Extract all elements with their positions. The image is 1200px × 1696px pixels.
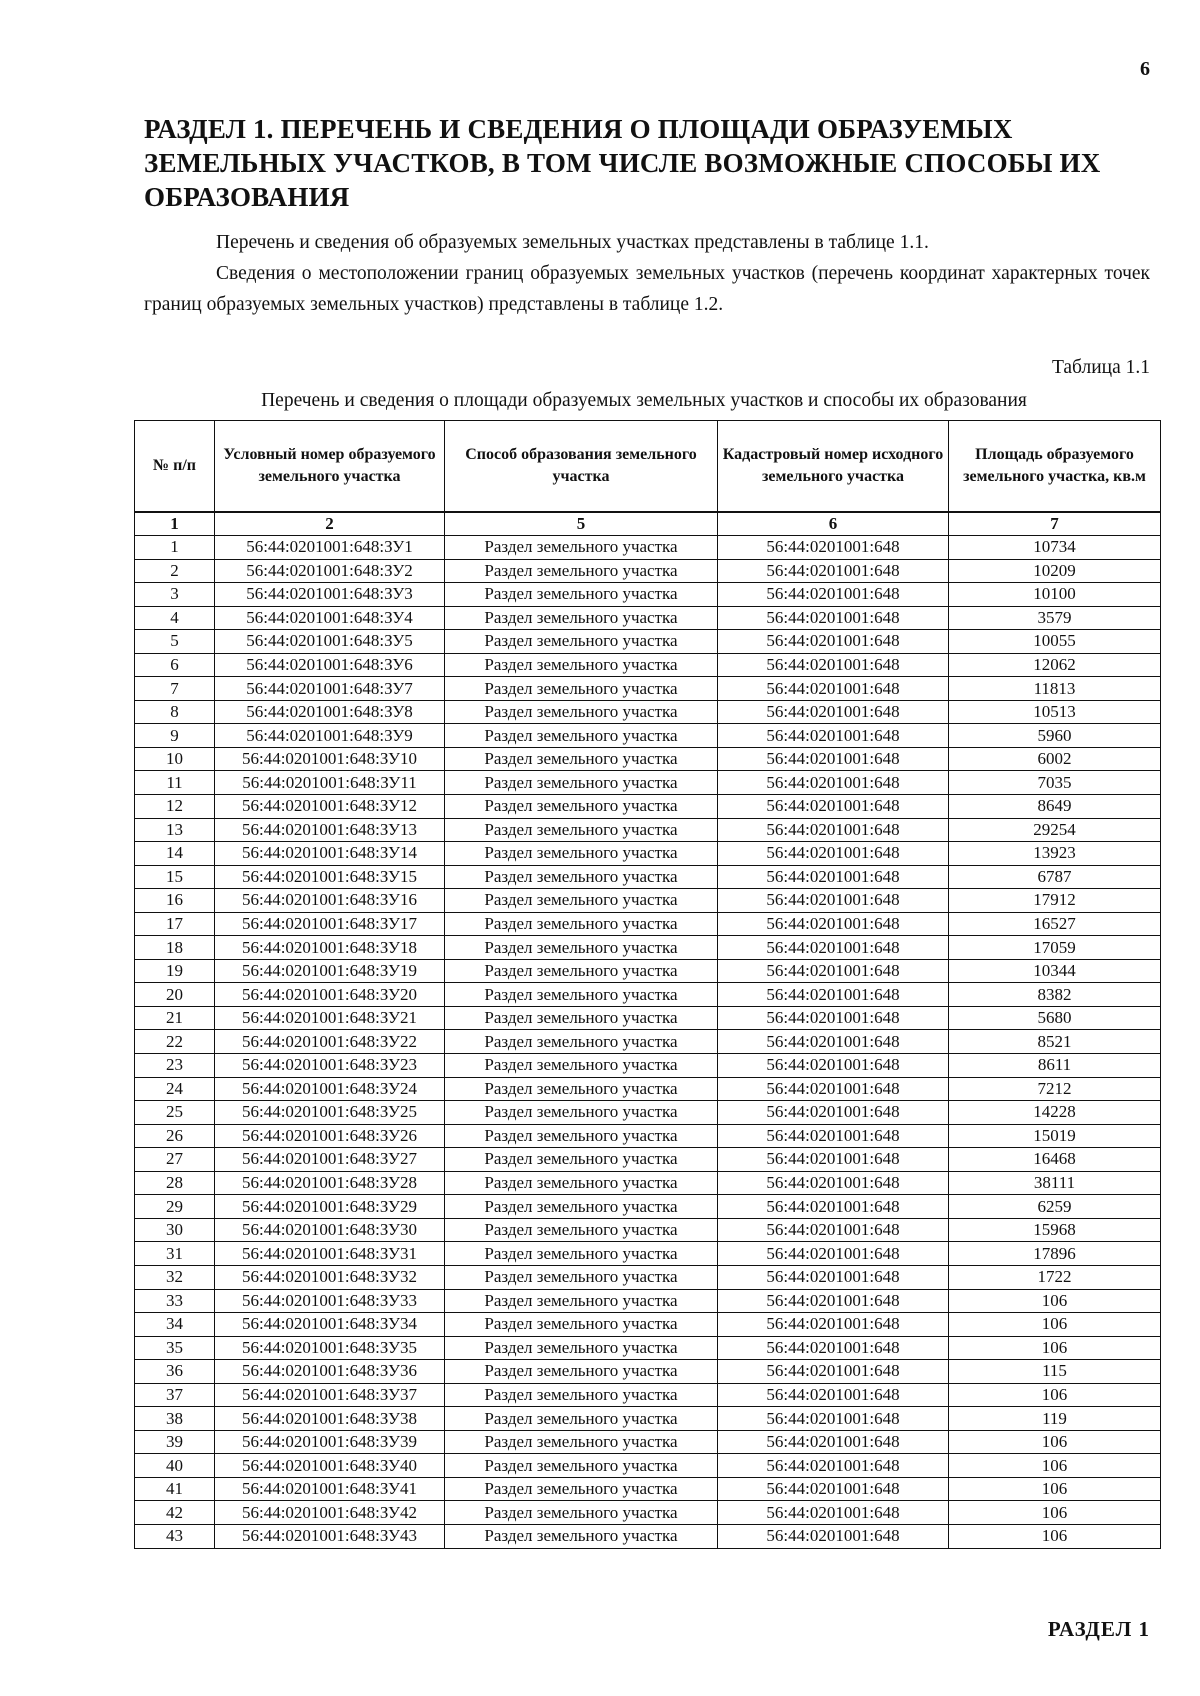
cadastral-number-cell: 56:44:0201001:648 — [718, 536, 949, 560]
formation-method-cell: Раздел земельного участка — [445, 912, 718, 936]
conditional-number-cell: 56:44:0201001:648:ЗУ20 — [215, 983, 445, 1007]
area-cell: 14228 — [949, 1101, 1161, 1125]
conditional-number-cell: 56:44:0201001:648:ЗУ12 — [215, 795, 445, 819]
cadastral-number-cell: 56:44:0201001:648 — [718, 630, 949, 654]
formation-method-cell: Раздел земельного участка — [445, 630, 718, 654]
area-cell: 6787 — [949, 865, 1161, 889]
table-row — [135, 1054, 1161, 1078]
intro-paragraph-2: Сведения о местоположении границ образуемых земельных участков (перечень координат характерных точек границ образуемых земельных участков) представлены в таблице 1.2. — [144, 263, 1150, 315]
column-numbers-row — [135, 512, 1161, 536]
table-row — [135, 1477, 1161, 1501]
header-conditional-number: Условный номер образуемого земельного участка — [215, 421, 445, 513]
row-number-cell: 11 — [135, 771, 215, 795]
area-cell: 3579 — [949, 606, 1161, 630]
row-number-cell: 9 — [135, 724, 215, 748]
table-row — [135, 559, 1161, 583]
area-cell: 6259 — [949, 1195, 1161, 1219]
area-cell: 7035 — [949, 771, 1161, 795]
area-cell: 12062 — [949, 653, 1161, 677]
cadastral-number-cell: 56:44:0201001:648 — [718, 771, 949, 795]
formation-method-cell: Раздел земельного участка — [445, 1242, 718, 1266]
formation-method-cell: Раздел земельного участка — [445, 536, 718, 560]
table-row — [135, 936, 1161, 960]
conditional-number-cell: 56:44:0201001:648:ЗУ30 — [215, 1218, 445, 1242]
cadastral-number-cell: 56:44:0201001:648 — [718, 1218, 949, 1242]
formation-method-cell: Раздел земельного участка — [445, 1477, 718, 1501]
table-row — [135, 771, 1161, 795]
area-cell: 10734 — [949, 536, 1161, 560]
table-row — [135, 1430, 1161, 1454]
formation-method-cell: Раздел земельного участка — [445, 842, 718, 866]
table-row — [135, 1360, 1161, 1384]
area-cell: 119 — [949, 1407, 1161, 1431]
row-number-cell: 2 — [135, 559, 215, 583]
cadastral-number-cell: 56:44:0201001:648 — [718, 1054, 949, 1078]
formation-method-cell: Раздел земельного участка — [445, 1313, 718, 1337]
conditional-number-cell: 56:44:0201001:648:ЗУ6 — [215, 653, 445, 677]
row-number-cell: 20 — [135, 983, 215, 1007]
area-cell: 106 — [949, 1430, 1161, 1454]
area-cell: 106 — [949, 1454, 1161, 1478]
table-row — [135, 912, 1161, 936]
row-number-cell: 25 — [135, 1101, 215, 1125]
formation-method-cell: Раздел земельного участка — [445, 1171, 718, 1195]
formation-method-cell: Раздел земельного участка — [445, 747, 718, 771]
column-number: 7 — [949, 512, 1161, 536]
area-cell: 5960 — [949, 724, 1161, 748]
formation-method-cell: Раздел земельного участка — [445, 795, 718, 819]
area-cell: 15019 — [949, 1124, 1161, 1148]
cadastral-number-cell: 56:44:0201001:648 — [718, 724, 949, 748]
row-number-cell: 39 — [135, 1430, 215, 1454]
table-row — [135, 724, 1161, 748]
table-row — [135, 1030, 1161, 1054]
page-number: 6 — [1140, 58, 1150, 80]
row-number-cell: 12 — [135, 795, 215, 819]
area-cell: 10344 — [949, 959, 1161, 983]
cadastral-number-cell: 56:44:0201001:648 — [718, 818, 949, 842]
row-number-cell: 31 — [135, 1242, 215, 1266]
conditional-number-cell: 56:44:0201001:648:ЗУ8 — [215, 700, 445, 724]
row-number-cell: 32 — [135, 1265, 215, 1289]
table-row — [135, 1171, 1161, 1195]
conditional-number-cell: 56:44:0201001:648:ЗУ26 — [215, 1124, 445, 1148]
row-number-cell: 42 — [135, 1501, 215, 1525]
conditional-number-cell: 56:44:0201001:648:ЗУ36 — [215, 1360, 445, 1384]
area-cell: 115 — [949, 1360, 1161, 1384]
conditional-number-cell: 56:44:0201001:648:ЗУ21 — [215, 1006, 445, 1030]
cadastral-number-cell: 56:44:0201001:648 — [718, 700, 949, 724]
conditional-number-cell: 56:44:0201001:648:ЗУ11 — [215, 771, 445, 795]
table-row — [135, 959, 1161, 983]
cadastral-number-cell: 56:44:0201001:648 — [718, 1101, 949, 1125]
table-label: Таблица 1.1 — [1051, 357, 1150, 378]
section-heading: РАЗДЕЛ 1. ПЕРЕЧЕНЬ И СВЕДЕНИЯ О ПЛОЩАДИ ОБРАЗУЕМЫХ ЗЕМЕЛЬНЫХ УЧАСТКОВ, В ТОМ ЧИСЛЕ ВОЗМОЖНЫЕ СПОСОБЫ ИХ ОБРАЗОВАНИЯ — [144, 114, 1101, 212]
formation-method-cell: Раздел земельного участка — [445, 1218, 718, 1242]
conditional-number-cell: 56:44:0201001:648:ЗУ43 — [215, 1524, 445, 1548]
conditional-number-cell: 56:44:0201001:648:ЗУ4 — [215, 606, 445, 630]
formation-method-cell: Раздел земельного участка — [445, 959, 718, 983]
formation-method-cell: Раздел земельного участка — [445, 559, 718, 583]
formation-method-cell: Раздел земельного участка — [445, 677, 718, 701]
formation-method-cell: Раздел земельного участка — [445, 724, 718, 748]
conditional-number-cell: 56:44:0201001:648:ЗУ5 — [215, 630, 445, 654]
area-cell: 15968 — [949, 1218, 1161, 1242]
row-number-cell: 16 — [135, 889, 215, 913]
formation-method-cell: Раздел земельного участка — [445, 1195, 718, 1219]
formation-method-cell: Раздел земельного участка — [445, 1501, 718, 1525]
conditional-number-cell: 56:44:0201001:648:ЗУ14 — [215, 842, 445, 866]
area-cell: 10055 — [949, 630, 1161, 654]
table-row — [135, 747, 1161, 771]
area-cell: 17896 — [949, 1242, 1161, 1266]
conditional-number-cell: 56:44:0201001:648:ЗУ2 — [215, 559, 445, 583]
area-cell: 6002 — [949, 747, 1161, 771]
table-row — [135, 583, 1161, 607]
row-number-cell: 4 — [135, 606, 215, 630]
conditional-number-cell: 56:44:0201001:648:ЗУ13 — [215, 818, 445, 842]
row-number-cell: 40 — [135, 1454, 215, 1478]
conditional-number-cell: 56:44:0201001:648:ЗУ24 — [215, 1077, 445, 1101]
conditional-number-cell: 56:44:0201001:648:ЗУ27 — [215, 1148, 445, 1172]
row-number-cell: 33 — [135, 1289, 215, 1313]
row-number-cell: 8 — [135, 700, 215, 724]
cadastral-number-cell: 56:44:0201001:648 — [718, 1148, 949, 1172]
formation-method-cell: Раздел земельного участка — [445, 1360, 718, 1384]
cadastral-number-cell: 56:44:0201001:648 — [718, 747, 949, 771]
row-number-cell: 15 — [135, 865, 215, 889]
formation-method-cell: Раздел земельного участка — [445, 1006, 718, 1030]
row-number-cell: 5 — [135, 630, 215, 654]
table-row — [135, 1006, 1161, 1030]
conditional-number-cell: 56:44:0201001:648:ЗУ18 — [215, 936, 445, 960]
cadastral-number-cell: 56:44:0201001:648 — [718, 583, 949, 607]
row-number-cell: 38 — [135, 1407, 215, 1431]
area-cell: 10513 — [949, 700, 1161, 724]
table-row — [135, 889, 1161, 913]
table-row — [135, 1148, 1161, 1172]
cadastral-number-cell: 56:44:0201001:648 — [718, 1006, 949, 1030]
conditional-number-cell: 56:44:0201001:648:ЗУ42 — [215, 1501, 445, 1525]
table-row — [135, 1407, 1161, 1431]
row-number-cell: 37 — [135, 1383, 215, 1407]
formation-method-cell: Раздел земельного участка — [445, 1148, 718, 1172]
cadastral-number-cell: 56:44:0201001:648 — [718, 653, 949, 677]
cadastral-number-cell: 56:44:0201001:648 — [718, 1454, 949, 1478]
cadastral-number-cell: 56:44:0201001:648 — [718, 959, 949, 983]
area-cell: 17912 — [949, 889, 1161, 913]
area-cell: 29254 — [949, 818, 1161, 842]
formation-method-cell: Раздел земельного участка — [445, 865, 718, 889]
conditional-number-cell: 56:44:0201001:648:ЗУ34 — [215, 1313, 445, 1337]
row-number-cell: 26 — [135, 1124, 215, 1148]
area-cell: 106 — [949, 1289, 1161, 1313]
table-row — [135, 630, 1161, 654]
conditional-number-cell: 56:44:0201001:648:ЗУ28 — [215, 1171, 445, 1195]
cadastral-number-cell: 56:44:0201001:648 — [718, 1242, 949, 1266]
row-number-cell: 17 — [135, 912, 215, 936]
formation-method-cell: Раздел земельного участка — [445, 889, 718, 913]
formation-method-cell: Раздел земельного участка — [445, 771, 718, 795]
formation-method-cell: Раздел земельного участка — [445, 1289, 718, 1313]
conditional-number-cell: 56:44:0201001:648:ЗУ22 — [215, 1030, 445, 1054]
column-number: 5 — [445, 512, 718, 536]
conditional-number-cell: 56:44:0201001:648:ЗУ38 — [215, 1407, 445, 1431]
table-row — [135, 677, 1161, 701]
formation-method-cell: Раздел земельного участка — [445, 583, 718, 607]
header-formation-method: Способ образования земельного участка — [445, 421, 718, 513]
row-number-cell: 27 — [135, 1148, 215, 1172]
conditional-number-cell: 56:44:0201001:648:ЗУ40 — [215, 1454, 445, 1478]
formation-method-cell: Раздел земельного участка — [445, 818, 718, 842]
column-number: 2 — [215, 512, 445, 536]
cadastral-number-cell: 56:44:0201001:648 — [718, 1195, 949, 1219]
row-number-cell: 6 — [135, 653, 215, 677]
formation-method-cell: Раздел земельного участка — [445, 700, 718, 724]
cadastral-number-cell: 56:44:0201001:648 — [718, 677, 949, 701]
area-cell: 10100 — [949, 583, 1161, 607]
cadastral-number-cell: 56:44:0201001:648 — [718, 1313, 949, 1337]
area-cell: 16468 — [949, 1148, 1161, 1172]
table-row — [135, 818, 1161, 842]
area-cell: 8382 — [949, 983, 1161, 1007]
conditional-number-cell: 56:44:0201001:648:ЗУ17 — [215, 912, 445, 936]
table-row — [135, 1383, 1161, 1407]
row-number-cell: 35 — [135, 1336, 215, 1360]
table-row — [135, 865, 1161, 889]
formation-method-cell: Раздел земельного участка — [445, 1524, 718, 1548]
table-caption: Перечень и сведения о площади образуемых земельных участков и способы их образования — [261, 390, 1027, 411]
conditional-number-cell: 56:44:0201001:648:ЗУ37 — [215, 1383, 445, 1407]
conditional-number-cell: 56:44:0201001:648:ЗУ33 — [215, 1289, 445, 1313]
area-cell: 8649 — [949, 795, 1161, 819]
row-number-cell: 13 — [135, 818, 215, 842]
cadastral-number-cell: 56:44:0201001:648 — [718, 889, 949, 913]
area-cell: 106 — [949, 1524, 1161, 1548]
row-number-cell: 14 — [135, 842, 215, 866]
conditional-number-cell: 56:44:0201001:648:ЗУ23 — [215, 1054, 445, 1078]
cadastral-number-cell: 56:44:0201001:648 — [718, 936, 949, 960]
cadastral-number-cell: 56:44:0201001:648 — [718, 1336, 949, 1360]
formation-method-cell: Раздел земельного участка — [445, 1124, 718, 1148]
table-row — [135, 1101, 1161, 1125]
cadastral-number-cell: 56:44:0201001:648 — [718, 606, 949, 630]
area-cell: 11813 — [949, 677, 1161, 701]
table-row — [135, 653, 1161, 677]
area-cell: 106 — [949, 1383, 1161, 1407]
cadastral-number-cell: 56:44:0201001:648 — [718, 1360, 949, 1384]
area-cell: 106 — [949, 1313, 1161, 1337]
table-row — [135, 1077, 1161, 1101]
column-number: 1 — [135, 512, 215, 536]
row-number-cell: 24 — [135, 1077, 215, 1101]
row-number-cell: 29 — [135, 1195, 215, 1219]
conditional-number-cell: 56:44:0201001:648:ЗУ19 — [215, 959, 445, 983]
cadastral-number-cell: 56:44:0201001:648 — [718, 1477, 949, 1501]
table-row — [135, 1124, 1161, 1148]
row-number-cell: 10 — [135, 747, 215, 771]
table-row — [135, 1265, 1161, 1289]
formation-method-cell: Раздел земельного участка — [445, 606, 718, 630]
conditional-number-cell: 56:44:0201001:648:ЗУ39 — [215, 1430, 445, 1454]
cadastral-number-cell: 56:44:0201001:648 — [718, 865, 949, 889]
row-number-cell: 43 — [135, 1524, 215, 1548]
conditional-number-cell: 56:44:0201001:648:ЗУ31 — [215, 1242, 445, 1266]
table-header-row — [135, 421, 1161, 513]
formation-method-cell: Раздел земельного участка — [445, 1054, 718, 1078]
cadastral-number-cell: 56:44:0201001:648 — [718, 795, 949, 819]
cadastral-number-cell: 56:44:0201001:648 — [718, 1030, 949, 1054]
area-cell: 5680 — [949, 1006, 1161, 1030]
cadastral-number-cell: 56:44:0201001:648 — [718, 1430, 949, 1454]
row-number-cell: 7 — [135, 677, 215, 701]
formation-method-cell: Раздел земельного участка — [445, 983, 718, 1007]
cadastral-number-cell: 56:44:0201001:648 — [718, 983, 949, 1007]
table-row — [135, 1336, 1161, 1360]
conditional-number-cell: 56:44:0201001:648:ЗУ10 — [215, 747, 445, 771]
row-number-cell: 30 — [135, 1218, 215, 1242]
table-body — [135, 536, 1161, 1549]
table-row — [135, 1289, 1161, 1313]
footer-section-label: РАЗДЕЛ 1 — [1047, 1617, 1150, 1641]
area-cell: 8611 — [949, 1054, 1161, 1078]
row-number-cell: 28 — [135, 1171, 215, 1195]
row-number-cell: 3 — [135, 583, 215, 607]
cadastral-number-cell: 56:44:0201001:648 — [718, 1265, 949, 1289]
area-cell: 10209 — [949, 559, 1161, 583]
conditional-number-cell: 56:44:0201001:648:ЗУ15 — [215, 865, 445, 889]
formation-method-cell: Раздел земельного участка — [445, 1336, 718, 1360]
row-number-cell: 21 — [135, 1006, 215, 1030]
area-cell: 7212 — [949, 1077, 1161, 1101]
cadastral-number-cell: 56:44:0201001:648 — [718, 1289, 949, 1313]
column-number: 6 — [718, 512, 949, 536]
table-row — [135, 1195, 1161, 1219]
header-area: Площадь образуемого земельного участка, кв.м — [949, 421, 1161, 513]
row-number-cell: 36 — [135, 1360, 215, 1384]
cadastral-number-cell: 56:44:0201001:648 — [718, 559, 949, 583]
table-row — [135, 1242, 1161, 1266]
formation-method-cell: Раздел земельного участка — [445, 653, 718, 677]
table-row — [135, 606, 1161, 630]
formation-method-cell: Раздел земельного участка — [445, 1383, 718, 1407]
conditional-number-cell: 56:44:0201001:648:ЗУ9 — [215, 724, 445, 748]
conditional-number-cell: 56:44:0201001:648:ЗУ35 — [215, 1336, 445, 1360]
table-row — [135, 1501, 1161, 1525]
row-number-cell: 23 — [135, 1054, 215, 1078]
conditional-number-cell: 56:44:0201001:648:ЗУ1 — [215, 536, 445, 560]
formation-method-cell: Раздел земельного участка — [445, 1265, 718, 1289]
table-row — [135, 842, 1161, 866]
conditional-number-cell: 56:44:0201001:648:ЗУ41 — [215, 1477, 445, 1501]
area-cell: 38111 — [949, 1171, 1161, 1195]
row-number-cell: 41 — [135, 1477, 215, 1501]
formation-method-cell: Раздел земельного участка — [445, 1077, 718, 1101]
cadastral-number-cell: 56:44:0201001:648 — [718, 912, 949, 936]
area-cell: 106 — [949, 1336, 1161, 1360]
conditional-number-cell: 56:44:0201001:648:ЗУ29 — [215, 1195, 445, 1219]
cadastral-number-cell: 56:44:0201001:648 — [718, 1077, 949, 1101]
table-row — [135, 1454, 1161, 1478]
cadastral-number-cell: 56:44:0201001:648 — [718, 1124, 949, 1148]
conditional-number-cell: 56:44:0201001:648:ЗУ16 — [215, 889, 445, 913]
formation-method-cell: Раздел земельного участка — [445, 1407, 718, 1431]
cadastral-number-cell: 56:44:0201001:648 — [718, 1171, 949, 1195]
cadastral-number-cell: 56:44:0201001:648 — [718, 1383, 949, 1407]
cadastral-number-cell: 56:44:0201001:648 — [718, 1501, 949, 1525]
row-number-cell: 18 — [135, 936, 215, 960]
formation-method-cell: Раздел земельного участка — [445, 1030, 718, 1054]
area-cell: 17059 — [949, 936, 1161, 960]
table-row — [135, 1524, 1161, 1548]
formation-method-cell: Раздел земельного участка — [445, 1101, 718, 1125]
area-cell: 8521 — [949, 1030, 1161, 1054]
conditional-number-cell: 56:44:0201001:648:ЗУ7 — [215, 677, 445, 701]
conditional-number-cell: 56:44:0201001:648:ЗУ32 — [215, 1265, 445, 1289]
header-cadastral-number: Кадастровый номер исходного земельного участка — [718, 421, 949, 513]
formation-method-cell: Раздел земельного участка — [445, 1430, 718, 1454]
formation-method-cell: Раздел земельного участка — [445, 1454, 718, 1478]
table-row — [135, 1313, 1161, 1337]
land-plots-table — [134, 420, 1161, 1549]
table-row — [135, 536, 1161, 560]
conditional-number-cell: 56:44:0201001:648:ЗУ25 — [215, 1101, 445, 1125]
table-row — [135, 1218, 1161, 1242]
table-row — [135, 983, 1161, 1007]
row-number-cell: 34 — [135, 1313, 215, 1337]
area-cell: 16527 — [949, 912, 1161, 936]
intro-paragraph-1: Перечень и сведения об образуемых земельных участках представлены в таблице 1.1. — [216, 232, 929, 253]
table-row — [135, 700, 1161, 724]
row-number-cell: 1 — [135, 536, 215, 560]
cadastral-number-cell: 56:44:0201001:648 — [718, 842, 949, 866]
row-number-cell: 19 — [135, 959, 215, 983]
area-cell: 1722 — [949, 1265, 1161, 1289]
area-cell: 106 — [949, 1477, 1161, 1501]
table-row — [135, 795, 1161, 819]
area-cell: 13923 — [949, 842, 1161, 866]
row-number-cell: 22 — [135, 1030, 215, 1054]
formation-method-cell: Раздел земельного участка — [445, 936, 718, 960]
area-cell: 106 — [949, 1501, 1161, 1525]
header-number: № п/п — [135, 421, 215, 513]
conditional-number-cell: 56:44:0201001:648:ЗУ3 — [215, 583, 445, 607]
cadastral-number-cell: 56:44:0201001:648 — [718, 1524, 949, 1548]
cadastral-number-cell: 56:44:0201001:648 — [718, 1407, 949, 1431]
